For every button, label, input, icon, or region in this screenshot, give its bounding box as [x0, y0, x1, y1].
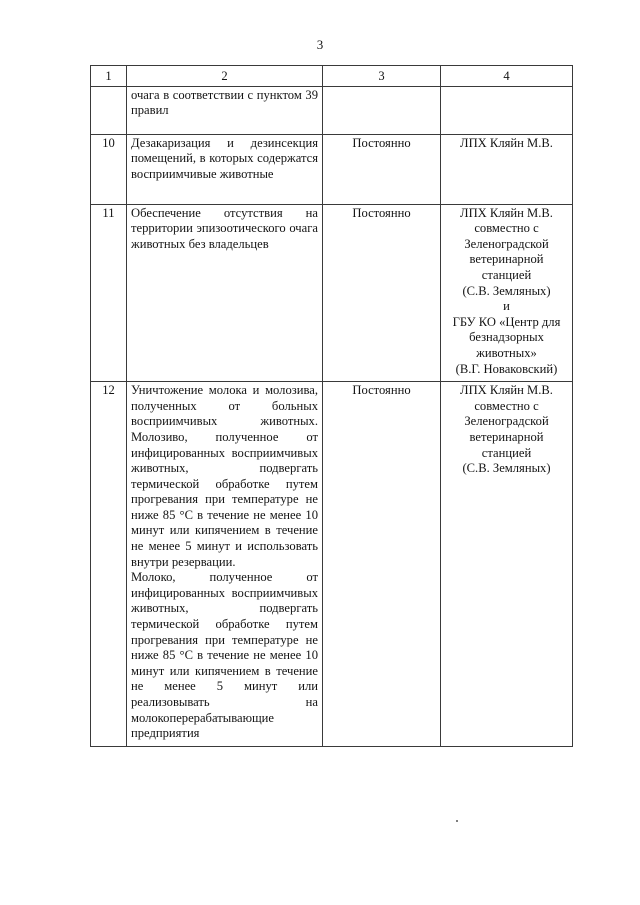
measure-responsible — [441, 204, 573, 382]
row-number — [91, 86, 127, 134]
responsible-line: и — [503, 299, 510, 314]
table-header-row — [91, 66, 573, 87]
measure-responsible — [441, 86, 573, 134]
measure-period: Постоянно — [323, 382, 441, 747]
measure-period — [323, 86, 441, 134]
table-row — [91, 204, 573, 382]
measure-description — [127, 382, 323, 747]
measure-responsible — [441, 382, 573, 747]
description-paragraph: очага в соответствии с пунктом 39 правил — [131, 87, 318, 118]
measure-description — [127, 134, 323, 204]
description-paragraph: Дезакаризация и дезинсекция помещений, в которых содержатся восприимчивые животные — [131, 135, 318, 181]
table-row — [91, 382, 573, 747]
responsible-line: ЛПХ Кляйн М.В. — [460, 135, 553, 150]
page-number: 3 — [316, 37, 324, 52]
table-row — [91, 134, 573, 204]
responsible-line: совместно с — [474, 221, 539, 236]
header-col-3: 3 — [323, 66, 441, 87]
measure-period: Постоянно — [323, 204, 441, 382]
table-row — [91, 86, 573, 134]
responsible-line: совместно с — [474, 398, 539, 413]
responsible-line: (С.В. Земляных) — [462, 283, 551, 298]
description-paragraph: Обеспечение отсутствия на территории эпизоотического очага животных без владельцев — [131, 205, 318, 251]
header-col-2: 2 — [127, 66, 323, 87]
responsible-line: (С.В. Земляных) — [462, 461, 551, 476]
responsible-line: Зеленоградской ветеринарной станцией — [464, 414, 549, 460]
measure-description — [127, 86, 323, 134]
responsible-line: ГБУ КО «Центр для безнадзорных животных» — [452, 314, 561, 360]
description-paragraph: Молоко, полученное от инфицированных восприимчивых животных, подвергать термической обработке путем прогревания при температуре не ниже 85 °С в течение не менее 10 минут или кипячением в течение не менее 5 минут или реализовывать на молокоперерабатывающие предприятия — [131, 570, 318, 741]
row-number: 12 — [91, 382, 127, 747]
row-number: 11 — [91, 204, 127, 382]
header-col-4: 4 — [441, 66, 573, 87]
measures-table — [90, 65, 573, 747]
header-col-1: 1 — [91, 66, 127, 87]
description-paragraph: Уничтожение молока и молозива, полученных от больных восприимчивых животных. Молозиво, полученное от инфицированных восприимчивых животных, подвергать термической обработке путем прогревания при температуре не ниже 85 °С в течение не менее 10 минут или кипячением в течение не менее 5 минут и использовать внутри резервации. — [131, 383, 318, 569]
responsible-line: Зеленоградской ветеринарной станцией — [464, 236, 549, 282]
scan-speck — [456, 820, 458, 822]
measure-description — [127, 204, 323, 382]
responsible-line: ЛПХ Кляйн М.В. — [460, 383, 553, 398]
measure-period: Постоянно — [323, 134, 441, 204]
responsible-line: ЛПХ Кляйн М.В. — [460, 205, 553, 220]
row-number: 10 — [91, 134, 127, 204]
measure-responsible — [441, 134, 573, 204]
responsible-line: (В.Г. Новаковский) — [455, 361, 558, 376]
